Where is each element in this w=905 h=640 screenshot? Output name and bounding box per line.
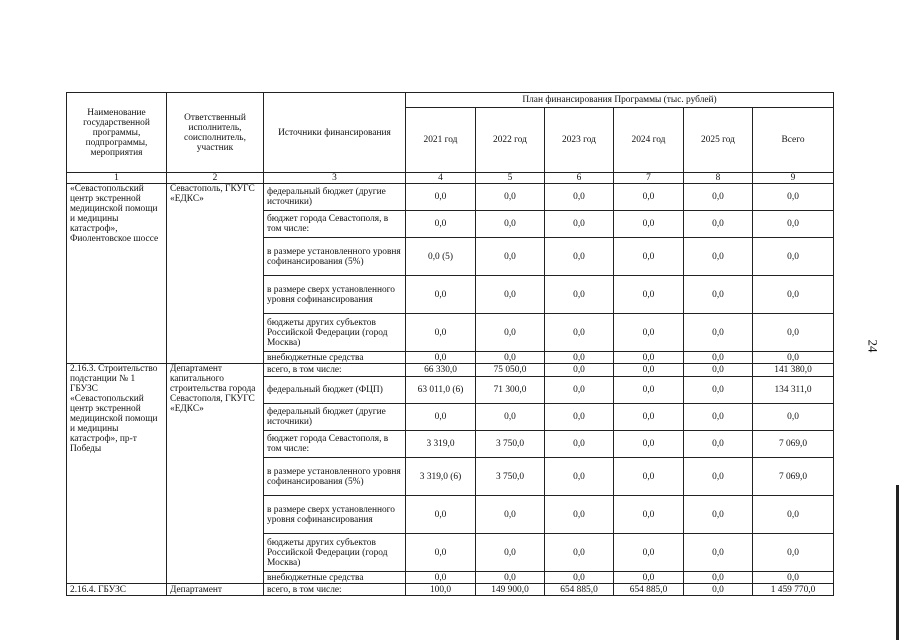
source-cell: бюджет города Севастополя, в том числе: (264, 211, 406, 238)
value-cell: 0,0 (406, 314, 476, 352)
value-cell: 0,0 (684, 276, 753, 314)
value-cell: 1 459 770,0 (753, 584, 834, 596)
table-row (67, 364, 834, 377)
value-cell: 0,0 (614, 184, 684, 211)
value-cell: 0,0 (684, 377, 753, 404)
value-cell: 0,0 (753, 496, 834, 534)
value-cell: 0,0 (753, 534, 834, 572)
value-cell: 3 750,0 (476, 458, 545, 496)
value-cell: 0,0 (753, 211, 834, 238)
header-total: Всего (753, 108, 834, 173)
source-cell: в размере сверх установленного уровня софинансирования (264, 276, 406, 314)
source-cell: всего, в том числе: (264, 584, 406, 596)
value-cell: 0,0 (684, 431, 753, 458)
col-number: 6 (545, 173, 614, 184)
header-sources: Источники финансирования (264, 93, 406, 173)
value-cell: 3 319,0 (406, 431, 476, 458)
value-cell: 0,0 (476, 238, 545, 276)
value-cell: 0,0 (684, 404, 753, 431)
column-number-row (67, 173, 834, 184)
value-cell: 75 050,0 (476, 364, 545, 377)
value-cell: 0,0 (614, 377, 684, 404)
value-cell: 0,0 (753, 572, 834, 584)
header-year-2025: 2025 год (684, 108, 753, 173)
source-cell: внебюджетные средства (264, 572, 406, 584)
value-cell: 0,0 (406, 572, 476, 584)
value-cell: 0,0 (476, 184, 545, 211)
header-responsible: Ответственный исполнитель, соисполнитель, участник (167, 93, 264, 173)
value-cell: 7 069,0 (753, 458, 834, 496)
value-cell: 0,0 (5) (406, 238, 476, 276)
header-plan-title: План финансирования Программы (тыс. рублей) (406, 93, 834, 108)
source-cell: в размере установленного уровня софинансирования (5%) (264, 238, 406, 276)
value-cell: 0,0 (614, 496, 684, 534)
value-cell: 0,0 (406, 184, 476, 211)
value-cell: 0,0 (476, 352, 545, 364)
value-cell: 0,0 (545, 276, 614, 314)
value-cell: 0,0 (614, 364, 684, 377)
header-year-2023: 2023 год (545, 108, 614, 173)
col-number: 8 (684, 173, 753, 184)
col-number: 7 (614, 173, 684, 184)
value-cell: 149 900,0 (476, 584, 545, 596)
value-cell: 63 011,0 (6) (406, 377, 476, 404)
value-cell: 0,0 (545, 496, 614, 534)
value-cell: 0,0 (753, 184, 834, 211)
value-cell: 0,0 (614, 572, 684, 584)
value-cell: 0,0 (476, 496, 545, 534)
header-name: Наименование государственной программы, подпрограммы, мероприятия (67, 93, 167, 173)
value-cell: 0,0 (684, 584, 753, 596)
value-cell: 100,0 (406, 584, 476, 596)
value-cell: 0,0 (545, 431, 614, 458)
value-cell: 0,0 (545, 458, 614, 496)
value-cell: 0,0 (545, 377, 614, 404)
value-cell: 0,0 (753, 276, 834, 314)
value-cell: 0,0 (545, 314, 614, 352)
source-cell: в размере сверх установленного уровня софинансирования (264, 496, 406, 534)
value-cell: 654 885,0 (545, 584, 614, 596)
value-cell: 7 069,0 (753, 431, 834, 458)
value-cell: 0,0 (406, 534, 476, 572)
source-cell: внебюджетные средства (264, 352, 406, 364)
value-cell: 3 319,0 (6) (406, 458, 476, 496)
value-cell: 0,0 (476, 314, 545, 352)
value-cell: 134 311,0 (753, 377, 834, 404)
source-cell: бюджеты других субъектов Российской Федерации (город Москва) (264, 534, 406, 572)
col-number: 2 (167, 173, 264, 184)
program-responsible: Севастополь, ГКУГС «ЕДКС» (167, 184, 264, 364)
value-cell: 0,0 (476, 404, 545, 431)
value-cell: 0,0 (476, 276, 545, 314)
value-cell: 0,0 (684, 211, 753, 238)
value-cell: 71 300,0 (476, 377, 545, 404)
value-cell: 654 885,0 (614, 584, 684, 596)
source-cell: всего, в том числе: (264, 364, 406, 377)
col-number: 3 (264, 173, 406, 184)
value-cell: 0,0 (614, 211, 684, 238)
value-cell: 0,0 (476, 572, 545, 584)
program-name: 2.16.3. Строительство подстанции № 1 ГБУЗС «Севастопольский центр экстренной медицинской помощи и медицины катастроф», пр-т Победы (67, 364, 167, 584)
table-row (67, 184, 834, 211)
col-number: 1 (67, 173, 167, 184)
value-cell: 0,0 (614, 431, 684, 458)
value-cell: 3 750,0 (476, 431, 545, 458)
value-cell: 0,0 (684, 314, 753, 352)
value-cell: 0,0 (753, 352, 834, 364)
value-cell: 0,0 (614, 276, 684, 314)
value-cell: 0,0 (406, 352, 476, 364)
value-cell: 0,0 (614, 534, 684, 572)
program-responsible: Департамент (167, 584, 264, 596)
value-cell: 0,0 (614, 314, 684, 352)
value-cell: 66 330,0 (406, 364, 476, 377)
value-cell: 0,0 (684, 238, 753, 276)
table-row (67, 584, 834, 596)
value-cell: 0,0 (753, 404, 834, 431)
program-name: «Севастопольский центр экстренной медицинской помощи и медицины катастроф», Фиолентовское шоссе (67, 184, 167, 364)
page-number: 24 (865, 339, 881, 353)
value-cell: 0,0 (614, 352, 684, 364)
header-year-2024: 2024 год (614, 108, 684, 173)
financing-table (66, 92, 834, 596)
value-cell: 0,0 (684, 496, 753, 534)
col-number: 9 (753, 173, 834, 184)
value-cell: 0,0 (406, 496, 476, 534)
source-cell: федеральный бюджет (ФЦП) (264, 377, 406, 404)
source-cell: бюджет города Севастополя, в том числе: (264, 431, 406, 458)
program-name: 2.16.4. ГБУЗС (67, 584, 167, 596)
value-cell: 0,0 (684, 364, 753, 377)
value-cell: 0,0 (614, 404, 684, 431)
value-cell: 0,0 (476, 211, 545, 238)
source-cell: в размере установленного уровня софинансирования (5%) (264, 458, 406, 496)
value-cell: 0,0 (545, 238, 614, 276)
source-cell: бюджеты других субъектов Российской Федерации (город Москва) (264, 314, 406, 352)
program-responsible: Департамент капитального строительства города Севастополя, ГКУГС «ЕДКС» (167, 364, 264, 584)
value-cell: 0,0 (545, 352, 614, 364)
value-cell: 0,0 (545, 184, 614, 211)
value-cell: 0,0 (545, 404, 614, 431)
source-cell: федеральный бюджет (другие источники) (264, 184, 406, 211)
value-cell: 0,0 (684, 352, 753, 364)
value-cell: 0,0 (545, 364, 614, 377)
scan-edge-mark (896, 485, 899, 640)
header-year-2022: 2022 год (476, 108, 545, 173)
value-cell: 0,0 (753, 238, 834, 276)
value-cell: 0,0 (545, 534, 614, 572)
value-cell: 0,0 (545, 572, 614, 584)
value-cell: 0,0 (684, 458, 753, 496)
value-cell: 0,0 (614, 458, 684, 496)
col-number: 5 (476, 173, 545, 184)
value-cell: 0,0 (406, 211, 476, 238)
header-year-2021: 2021 год (406, 108, 476, 173)
value-cell: 0,0 (753, 314, 834, 352)
value-cell: 0,0 (476, 534, 545, 572)
source-cell: федеральный бюджет (другие источники) (264, 404, 406, 431)
value-cell: 0,0 (684, 572, 753, 584)
col-number: 4 (406, 173, 476, 184)
value-cell: 0,0 (545, 211, 614, 238)
value-cell: 141 380,0 (753, 364, 834, 377)
value-cell: 0,0 (614, 238, 684, 276)
value-cell: 0,0 (406, 276, 476, 314)
value-cell: 0,0 (406, 404, 476, 431)
value-cell: 0,0 (684, 534, 753, 572)
value-cell: 0,0 (684, 184, 753, 211)
